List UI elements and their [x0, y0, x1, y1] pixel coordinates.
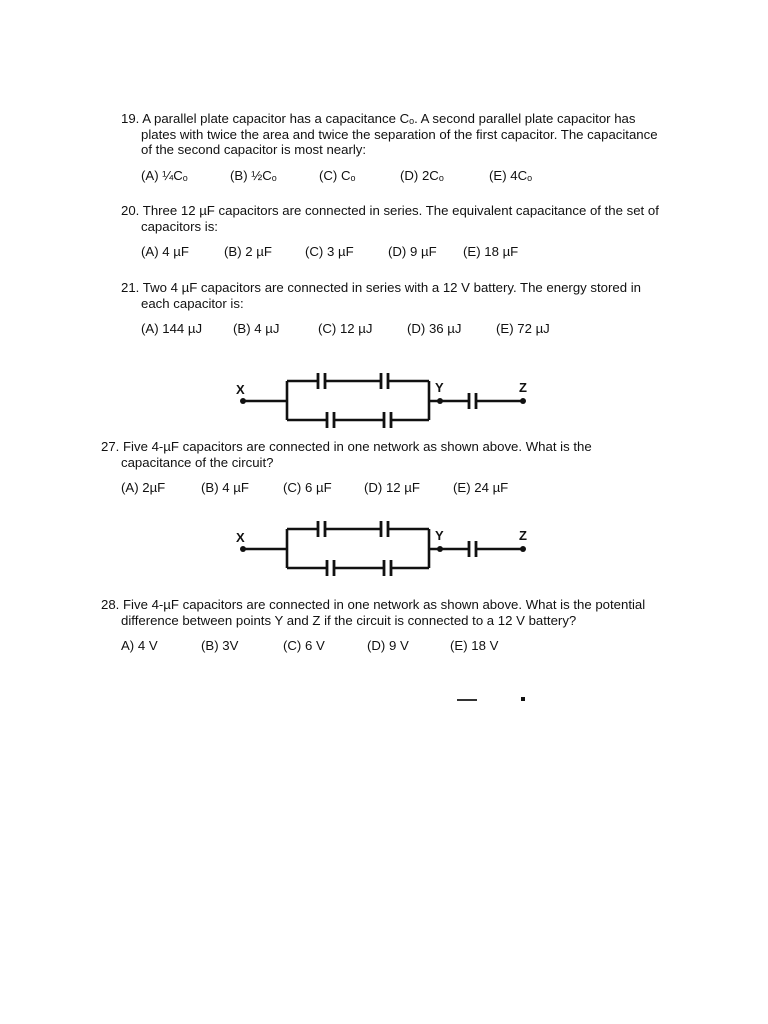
option-d: (D) 9 µF [388, 244, 437, 259]
option-c: (C) 3 µF [305, 244, 354, 259]
option-c: (C) 6 µF [283, 480, 332, 495]
terminal-x-label: X [236, 530, 245, 545]
option-a: (A) ¼Cₒ [141, 167, 188, 183]
question-21 [121, 280, 671, 337]
question-stem: 28. Five 4-µF capacitors are connected in one network as shown above. What is the potential difference between points Y and Z if the circuit is connected to a 12 V battery? [101, 597, 646, 628]
question-19 [121, 111, 661, 184]
option-d: (D) 36 µJ [407, 321, 462, 336]
question-28 [101, 597, 661, 654]
terminal-y-label: Y [435, 528, 444, 543]
option-b: (B) ½Cₒ [230, 167, 277, 183]
option-e: (E) 18 µF [463, 244, 519, 259]
question-stem: 27. Five 4-µF capacitors are connected in one network as shown above. What is the capacitance of the circuit? [101, 439, 592, 470]
terminal-z-label: Z [519, 380, 527, 395]
option-b: (B) 4 µJ [233, 321, 280, 336]
question-20 [121, 203, 666, 260]
stray-dash-mark [457, 699, 477, 701]
terminal-y-dot [437, 546, 443, 552]
capacitor-network-diagram [230, 518, 540, 584]
terminal-z-dot [520, 398, 526, 404]
terminal-y-dot [437, 398, 443, 404]
terminal-x-label: X [236, 382, 245, 397]
terminal-y-label: Y [435, 380, 444, 395]
option-d: (D) 12 µF [364, 480, 420, 495]
question-stem: 20. Three 12 µF capacitors are connected in series. The equivalent capacitance of the set of capacitors is: [121, 203, 659, 234]
option-a: (A) 2µF [121, 480, 166, 495]
option-e: (E) 24 µF [453, 480, 509, 495]
option-c: (C) 12 µJ [318, 321, 373, 336]
answer-options [101, 638, 661, 654]
answer-options [121, 244, 666, 260]
option-b: (B) 4 µF [201, 480, 249, 495]
stray-dot-mark [521, 697, 525, 701]
option-c: (C) 6 V [283, 638, 325, 653]
option-d: (D) 2Cₒ [400, 167, 444, 183]
answer-options [121, 168, 661, 184]
option-e: (E) 4Cₒ [489, 167, 533, 183]
answer-options [101, 480, 661, 496]
option-e: (E) 18 V [450, 638, 499, 653]
option-d: (D) 9 V [367, 638, 409, 653]
option-b: (B) 2 µF [224, 244, 272, 259]
answer-options [121, 321, 671, 337]
option-c: (C) Cₒ [319, 167, 356, 183]
option-e: (E) 72 µJ [496, 321, 550, 336]
question-27 [101, 439, 661, 496]
option-b: (B) 3V [201, 638, 239, 653]
terminal-z-label: Z [519, 528, 527, 543]
option-a: (A) 4 µF [141, 244, 189, 259]
capacitor-network-diagram [230, 370, 540, 436]
option-a: (A) 144 µJ [141, 321, 203, 336]
option-a: A) 4 V [121, 638, 158, 653]
question-stem: 19. A parallel plate capacitor has a capacitance Cₒ. A second parallel plate capacitor has plates with twice the area and twice the separation of the first capacitor. The capacitance of the second capacitor is most nearly: [121, 111, 658, 157]
terminal-z-dot [520, 546, 526, 552]
question-stem: 21. Two 4 µF capacitors are connected in series with a 12 V battery. The energy stored in each capacitor is: [121, 280, 641, 311]
